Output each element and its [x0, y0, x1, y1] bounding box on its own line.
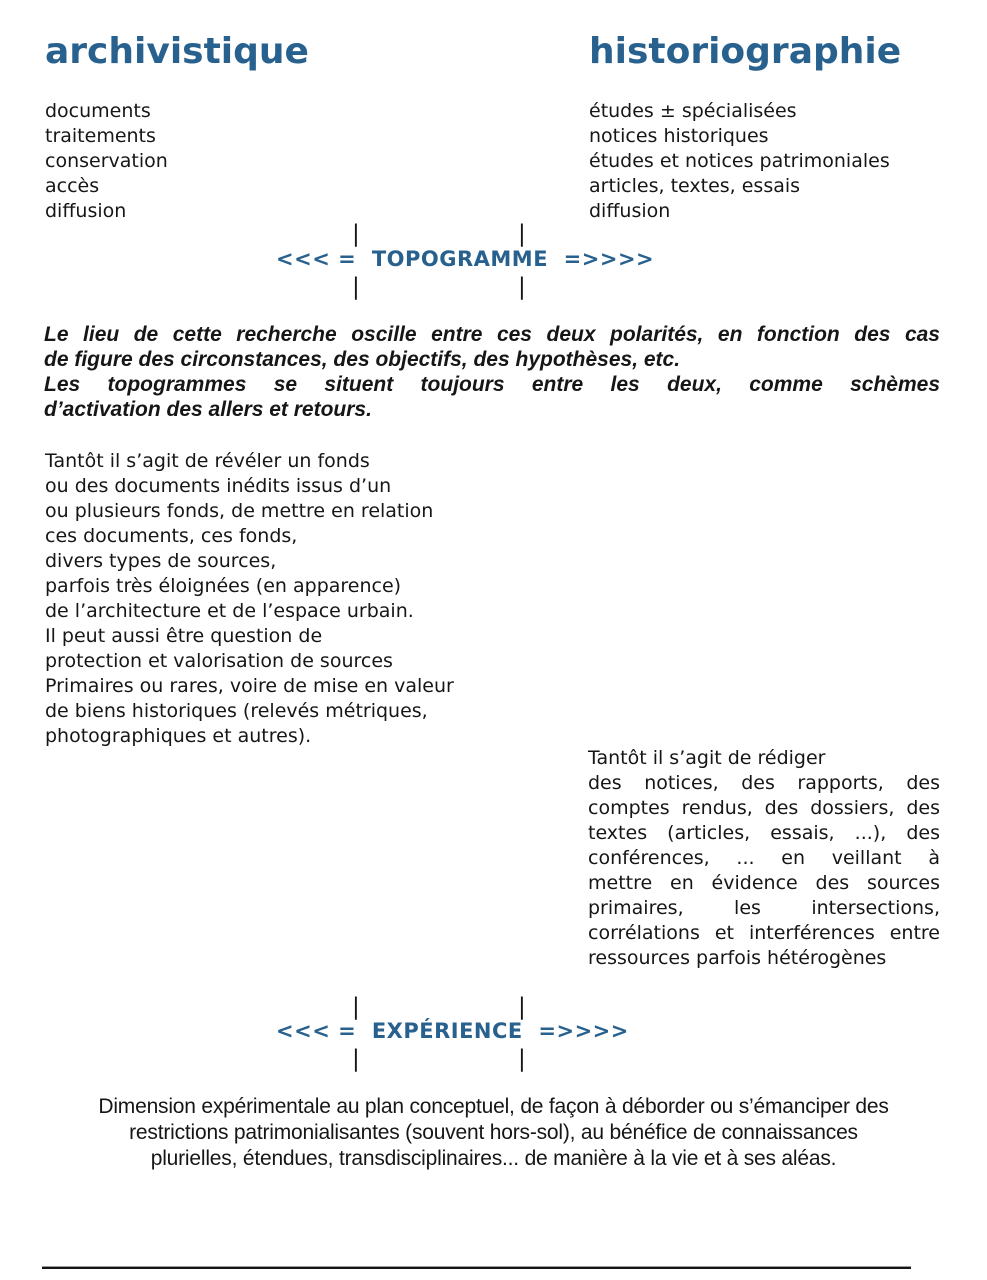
paragraph-line: ou des documents inédits issus d’un: [45, 475, 392, 497]
experimental-dimension-paragraph: [45, 1094, 942, 1172]
paragraph-line: plurielles, étendues, transdisciplinaires... de manière à la vie et à ses aléas.: [150, 1147, 837, 1170]
list-item: accès: [45, 175, 100, 197]
heading-archivistique: archivistique: [45, 31, 309, 72]
horizontal-rule: [42, 1266, 911, 1269]
archivistique-paragraph: [45, 449, 454, 749]
vertical-bar: |: [518, 274, 526, 300]
vertical-bar: |: [518, 1046, 526, 1072]
paragraph-line: comptes rendus, des dossiers, des: [588, 797, 940, 819]
vertical-bar: |: [352, 221, 360, 247]
paragraph-line: Tantôt il s’agit de révéler un fonds: [45, 450, 370, 472]
paragraph-line: textes (articles, essais, ...), des: [588, 822, 940, 844]
list-item: études et notices patrimoniales: [589, 150, 890, 172]
list-item: documents: [45, 100, 151, 122]
topogramme-connector-bars-bottom: [0, 276, 987, 301]
paragraph-line: conférences, ... en veillant à: [588, 847, 940, 869]
list-item: traitements: [45, 125, 156, 147]
list-item: notices historiques: [589, 125, 769, 147]
topogramme-connector-bars-top: [0, 223, 987, 248]
paragraph-line: mettre en évidence des sources: [588, 872, 940, 894]
archivistique-list: [45, 99, 168, 224]
paragraph-line: corrélations et interférences entre: [588, 922, 940, 944]
emphasis-paragraph: [44, 322, 940, 422]
historiographie-paragraph: [588, 746, 940, 971]
experience-connector-bars-bottom: [0, 1048, 987, 1073]
paragraph-line: divers types de sources,: [45, 550, 277, 572]
paragraph-line: de biens historiques (relevés métriques,: [45, 700, 428, 722]
list-item: études ± spécialisées: [589, 100, 797, 122]
heading-historiographie: historiographie: [589, 31, 902, 72]
topogramme-label: <<< = TOPOGRAMME =>>>>: [276, 247, 655, 271]
paragraph-line: Le lieu de cette recherche oscille entre ces deux polarités, en fonction des cas: [44, 323, 940, 346]
paragraph-line: Les topogrammes se situent toujours entre les deux, comme schèmes: [44, 373, 940, 396]
paragraph-line: photographiques et autres).: [45, 725, 312, 747]
paragraph-line: Il peut aussi être question de: [45, 625, 323, 647]
vertical-bar: |: [518, 994, 526, 1020]
experience-connector-bars-top: [0, 996, 987, 1021]
paragraph-line: d’activation des allers et retours.: [44, 398, 372, 421]
paragraph-line: ces documents, ces fonds,: [45, 525, 298, 547]
vertical-bar: |: [518, 221, 526, 247]
paragraph-line: de l’architecture et de l’espace urbain.: [45, 600, 414, 622]
paragraph-line: restrictions patrimonialisantes (souvent hors-sol), au bénéfice de connaissances: [129, 1121, 858, 1144]
list-item: diffusion: [45, 200, 127, 222]
vertical-bar: |: [352, 994, 360, 1020]
list-item: conservation: [45, 150, 168, 172]
paragraph-line: primaires, les intersections,: [588, 897, 940, 919]
paragraph-line: ou plusieurs fonds, de mettre en relation: [45, 500, 434, 522]
paragraph-line: Tantôt il s’agit de rédiger: [588, 747, 826, 769]
paragraph-line: parfois très éloignées (en apparence): [45, 575, 402, 597]
vertical-bar: |: [352, 1046, 360, 1072]
experience-label: <<< = EXPÉRIENCE =>>>>: [276, 1019, 629, 1043]
paragraph-line: ressources parfois hétérogènes: [588, 947, 887, 969]
paragraph-line: Primaires ou rares, voire de mise en valeur: [45, 675, 454, 697]
list-item: articles, textes, essais: [589, 175, 801, 197]
paragraph-line: des notices, des rapports, des: [588, 772, 940, 794]
paragraph-line: de figure des circonstances, des objectifs, des hypothèses, etc.: [44, 348, 681, 371]
list-item: diffusion: [589, 200, 671, 222]
historiographie-list: [589, 99, 890, 224]
paragraph-line: protection et valorisation de sources: [45, 650, 393, 672]
vertical-bar: |: [352, 274, 360, 300]
paragraph-line: Dimension expérimentale au plan conceptuel, de façon à déborder ou s’émanciper des: [98, 1095, 889, 1118]
